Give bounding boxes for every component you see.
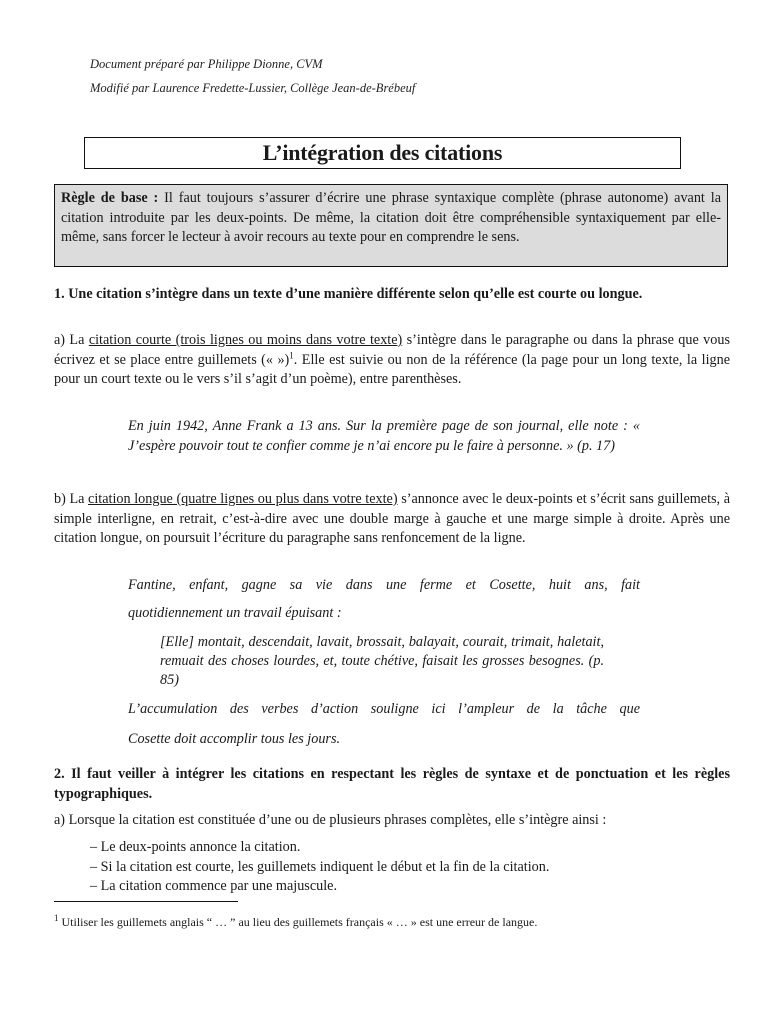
section2-heading: 2. Il faut veiller à intégrer les citations en respectant les règles de syntaxe et de ponctuation et les règles typographiques.	[54, 766, 730, 802]
credit-line-2: Modifié par Laurence Fredette-Lussier, Collège Jean-de-Brébeuf	[90, 81, 416, 95]
footnote-reference[interactable]: 1	[289, 349, 294, 360]
footnote-text: Utiliser les guillemets anglais “ … ” au lieu des guillemets français « … » est une erreur de langue.	[58, 915, 538, 929]
section1-b-suffix: s’annonce avec le deux-points et s’écrit sans guillemets, à simple interligne, en retrait, c’est-à-dire avec une double marge à gauche et une marge simple à droite. Après une citation longue, on poursuit l’écriture du paragraphe sans renfoncement de la ligne.	[54, 491, 731, 546]
list-item: – Le deux-points annonce la citation.	[90, 839, 301, 855]
section2-a-text: a) Lorsque la citation est constituée d’une ou de plusieurs phrases complètes, elle s’intègre ainsi :	[54, 812, 607, 828]
list-item: – La citation commence par une majuscule.	[90, 878, 337, 894]
section2-heading-block	[54, 765, 730, 804]
section1-a-paragraph	[54, 331, 730, 390]
section1-a-prefix: a) La	[54, 332, 89, 348]
section1-b-prefix: b) La	[54, 491, 89, 507]
section1-heading-block	[54, 285, 730, 305]
footnote-mark: 1	[54, 913, 59, 923]
rule-box	[54, 184, 728, 267]
credit-line-1: Document préparé par Philippe Dionne, CVM	[90, 57, 323, 71]
section1-heading: 1. Une citation s’intègre dans un texte d’une manière différente selon qu’elle est courte ou longue.	[54, 286, 643, 302]
section1-a-suffix: . Elle est suivie ou non de la référence (la page pour un long texte, la ligne pour un court texte ou le vers s’il s’agit d’un poème), entre parenthèses.	[54, 351, 730, 387]
list-item: – Si la citation est courte, les guillemets indiquent le début et la fin de la citation.	[90, 858, 550, 875]
footnote-separator	[54, 901, 238, 902]
example2-line-2: quotidiennement un travail épuisant :	[128, 605, 342, 621]
example-quote-2: [Elle] montait, descendait, lavait, brossait, balayait, courait, trimait, haletait, remuait des choses lourdes, et, toute chétive, faisait les grosses besognes. (p. 85)	[160, 634, 604, 688]
example2-line-3: L’accumulation des verbes d’action souligne ici l’ampleur de la tâche que	[128, 701, 640, 717]
rule-text: Il faut toujours s’assurer d’écrire une phrase syntaxique complète (phrase autonome) avant la citation introduite par les deux-points. De même, la citation doit être compréhensible syntaxiquement par elle-même, sans forcer le lecteur à avoir recours au texte pour en comprendre le sens.	[61, 190, 722, 245]
section1-b-underlined: citation longue (quatre lignes ou plus dans votre texte)	[88, 491, 398, 507]
section1-a-middle: s’intègre dans le paragraphe ou dans la phrase que vous écrivez et se place entre guillemets (« »)	[54, 332, 730, 368]
example-quote-1: En juin 1942, Anne Frank a 13 ans. Sur la première page de son journal, elle note : « J’espère pouvoir tout te confier comme je n’ai encore pu le faire à personne. » (p. 17)	[128, 418, 640, 454]
section2-a-paragraph	[54, 811, 730, 831]
rule-label: Règle de base :	[61, 190, 159, 206]
section1-b-paragraph	[54, 490, 730, 549]
example2-line-1: Fantine, enfant, gagne sa vie dans une ferme et Cosette, huit ans, fait	[128, 577, 640, 593]
page-title: L’intégration des citations	[262, 140, 503, 165]
title-box	[84, 137, 681, 169]
section1-a-underlined: citation courte (trois lignes ou moins dans votre texte)	[88, 332, 403, 348]
example2-line-4: Cosette doit accomplir tous les jours.	[128, 731, 341, 747]
footnote	[54, 914, 537, 930]
section2-bullet-list	[90, 838, 549, 897]
credits	[90, 52, 415, 100]
